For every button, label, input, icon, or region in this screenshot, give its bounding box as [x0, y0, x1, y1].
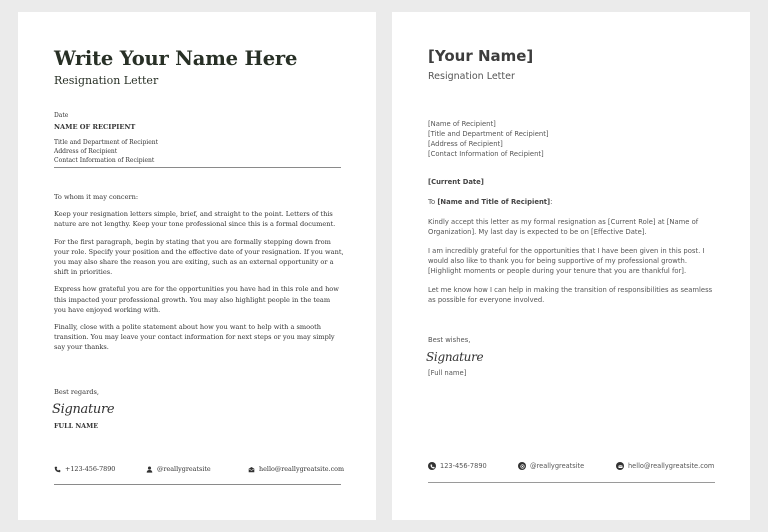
body-paragraph: Keep your resignation letters simple, brief, and straight to the point. Letters of this nature are not lengthy. Keep your tone professional since this is a formal document. — [54, 210, 336, 229]
recipient-contact-line: [Contact Information of Recipient] — [428, 150, 544, 158]
closing: Best regards, — [54, 388, 99, 396]
social-handle: @reallygreatsite — [530, 462, 585, 470]
date-label: Date — [54, 112, 69, 119]
recipient-address-line: [Address of Recipient] — [428, 140, 503, 148]
signature: Signature — [52, 402, 115, 417]
body-paragraph: I am incredibly grateful for the opportunities that I have been given in this post. I would also like to thank you for being supportive of my professional growth. [Highlight moments or people during your tenure that you are thankful for]. — [428, 247, 705, 275]
body-paragraph: Finally, close with a polite statement about how you want to help with a smooth transition. You may leave your contact information for next steps or you may simply say your thanks. — [54, 323, 335, 352]
contact-social — [518, 462, 584, 470]
email-address: hello@reallygreatsite.com — [259, 465, 345, 473]
phone-icon — [54, 466, 61, 473]
salutation — [428, 198, 552, 206]
social-handle: @reallygreatsite — [157, 465, 211, 473]
full-name: FULL NAME — [54, 422, 99, 430]
envelope-icon — [248, 466, 255, 473]
phone-number: 123-456-7890 — [440, 462, 487, 470]
footer-divider — [54, 484, 341, 485]
salutation-suffix: : — [550, 198, 553, 206]
current-date: [Current Date] — [428, 178, 484, 186]
recipient-title-line: [Title and Department of Recipient] — [428, 130, 549, 138]
envelope-icon — [616, 462, 624, 470]
body-paragraph: Kindly accept this letter as my formal resignation as [Current Role] at [Name of Organization]. My last day is expected to be on [Effective Date]. — [428, 218, 699, 236]
recipient-name: NAME OF RECIPIENT — [54, 123, 136, 131]
footer-divider — [428, 482, 715, 483]
recipient-contact-line: Contact Information of Recipient — [54, 157, 155, 164]
sender-name-heading: [Your Name] — [428, 47, 534, 65]
phone-number: +123-456-7890 — [65, 465, 116, 473]
document-subtitle: Resignation Letter — [428, 71, 515, 82]
contact-phone — [428, 462, 487, 470]
recipient-address-line: Address of Recipient — [54, 148, 118, 155]
salutation: To whom it may concern: — [54, 193, 139, 201]
user-icon — [146, 466, 153, 473]
salutation-prefix: To — [428, 198, 438, 206]
sender-name-heading: Write Your Name Here — [54, 47, 298, 70]
resignation-letter-template-sans — [392, 12, 750, 520]
contact-email — [248, 465, 344, 473]
body-paragraph: For the first paragraph, begin by stating that you are formally stepping down from your role. Specify your position and the effective date of your resignation. If you want, you may also share the reason you are exiting, such as an external opportunity or a shift in priorities. — [54, 237, 344, 277]
contact-email — [616, 462, 714, 470]
letter-body — [428, 217, 718, 314]
divider — [54, 167, 341, 168]
phone-icon — [428, 462, 436, 470]
signature: Signature — [426, 350, 484, 364]
at-sign-icon — [518, 462, 526, 470]
document-subtitle: Resignation Letter — [54, 74, 159, 87]
full-name: [Full name] — [428, 369, 467, 377]
contact-social — [146, 465, 211, 473]
salutation-recipient: [Name and Title of Recipient] — [437, 198, 551, 206]
contact-phone — [54, 465, 115, 473]
recipient-name-line: [Name of Recipient] — [428, 120, 496, 128]
closing: Best wishes, — [428, 336, 471, 344]
email-address: hello@reallygreatsite.com — [628, 462, 715, 470]
recipient-info — [428, 119, 549, 159]
body-paragraph: Let me know how I can help in making the transition of responsibilities as seamless as possible for everyone involved. — [428, 286, 713, 304]
recipient-title-line: Title and Department of Recipient — [54, 139, 159, 146]
recipient-info — [54, 138, 158, 165]
resignation-letter-template-serif — [18, 12, 376, 520]
letter-body — [54, 192, 344, 360]
body-paragraph: Express how grateful you are for the opportunities you have had in this role and how this impacted your professional growth. You may also highlight people in the team you have enjoyed working with. — [54, 285, 339, 314]
